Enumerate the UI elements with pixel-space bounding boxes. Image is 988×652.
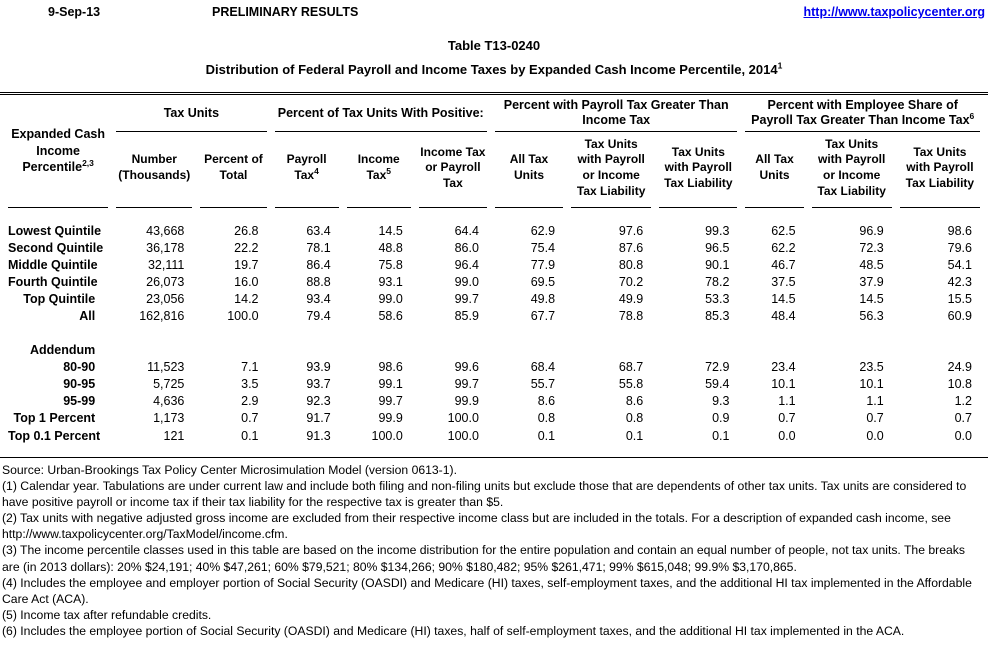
- distribution-table: [0, 95, 988, 457]
- cell-value: 92.3: [306, 394, 331, 408]
- table-row: [8, 376, 980, 393]
- cell-value: 49.8: [530, 292, 556, 306]
- cell-value: 0.7: [241, 411, 259, 425]
- cell-value: 162,816: [139, 309, 185, 323]
- row-label: Top 0.1 Percent: [8, 428, 101, 443]
- cell-value: [347, 342, 411, 359]
- table-title-footnote-marker: 1: [777, 60, 783, 71]
- row-label: 95-99: [63, 394, 96, 408]
- cell-value: 96.5: [705, 241, 730, 255]
- cell-value: 49.9: [618, 292, 644, 306]
- table-row: [8, 410, 980, 427]
- col-header-number-thousands: Number (Thousands): [116, 132, 192, 208]
- cell-value: 68.4: [530, 360, 556, 374]
- cell-value: 99.7: [454, 292, 479, 306]
- cell-value: 78.8: [618, 309, 644, 323]
- table-body: [8, 208, 980, 457]
- cell-value: 0.7: [778, 411, 796, 425]
- cell-value: 26,073: [146, 275, 185, 289]
- table-row: [8, 359, 980, 376]
- cell-value: 5,725: [153, 377, 185, 391]
- cell-value: 1.1: [866, 394, 884, 408]
- cell-value: 1,173: [153, 411, 185, 425]
- cell-value: 0.0: [954, 428, 972, 443]
- cell-value: 7.1: [241, 360, 259, 374]
- row-label: Top Quintile: [23, 292, 96, 306]
- col-header-all-tax-units-2: All Tax Units: [745, 132, 803, 208]
- cell-value: 23.4: [771, 360, 796, 374]
- cell-value: 91.7: [306, 411, 331, 425]
- table-title: [0, 62, 988, 77]
- cell-value: 93.7: [306, 377, 331, 391]
- table-row: [8, 274, 980, 291]
- cell-value: 97.6: [618, 224, 644, 238]
- cell-value: 99.3: [705, 224, 730, 238]
- cell-value: 58.6: [378, 309, 403, 323]
- cell-value: 91.3: [306, 428, 331, 443]
- row-label: All: [79, 309, 96, 323]
- footnote: (2) Tax units with negative adjusted gross income are excluded from their respective income class but are included in the totals. For a description of expanded cash income, see http://www.taxpolicycenter.org/TaxModel/income.cfm.: [2, 511, 951, 542]
- cell-value: 9.3: [712, 394, 730, 408]
- cell-value: 0.7: [866, 411, 884, 425]
- cell-value: 62.9: [530, 224, 556, 238]
- cell-value: 86.0: [454, 241, 479, 255]
- cell-value: 1.1: [778, 394, 796, 408]
- cell-value: 68.7: [618, 360, 644, 374]
- cell-value: [900, 342, 980, 359]
- cell-value: 4,636: [153, 394, 185, 408]
- cell-value: [571, 342, 651, 359]
- cell-value: 99.7: [454, 377, 479, 391]
- cell-value: 75.4: [530, 241, 556, 255]
- footnote: (1) Calendar year. Tabulations are under current law and include both filing and non-filing units but exclude those that are dependents of other tax units. Tax units are considered to have positive payroll or income tax if their tax liability for the respective tax is greater than $5.: [2, 479, 967, 510]
- cell-value: 64.4: [454, 224, 479, 238]
- row-label: Top 1 Percent: [13, 411, 96, 425]
- page-top-bar: [0, 0, 988, 22]
- cell-value: 0.7: [954, 411, 972, 425]
- cell-value: 19.7: [234, 258, 259, 272]
- cell-value: 99.0: [378, 292, 403, 306]
- footnote: (5) Income tax after refundable credits.: [2, 607, 212, 622]
- spacer-row: [8, 325, 980, 342]
- footnote: (4) Includes the employee and employer portion of Social Security (OASDI) and Medicare (HI) taxes, self-employment taxes, and the additional HI tax implemented in the Affordable Care Act (ACA).: [2, 575, 972, 606]
- col-header-units-payroll-liability-2: Tax Units with Payroll Tax Liability: [900, 132, 980, 208]
- footnote: (3) The income percentile classes used in this table are based on the income distribution for the entire population and contain an equal number of people, not tax units. The breaks are (in 2013 dollars): 20% $24,191; 40% $47,261; 60% $79,521; 80% $134,266; 90% $180,482; 95% $261,471; 99% $615,048; 99.9% $3,170,865.: [2, 543, 965, 574]
- cell-value: 56.3: [859, 309, 884, 323]
- cell-value: 2.9: [241, 394, 259, 408]
- cell-value: 87.6: [618, 241, 644, 255]
- col-header-payroll-tax: Payroll Tax$^4$: [275, 132, 339, 208]
- table-row: [8, 393, 980, 410]
- group-header-percent-positive: [275, 95, 487, 132]
- source-note: Source: Urban-Brookings Tax Policy Center Microsimulation Model (version 0613-1).: [2, 463, 457, 477]
- cell-value: 0.1: [625, 428, 644, 443]
- cell-value: 14.2: [234, 292, 259, 306]
- cell-value: 100.0: [447, 411, 479, 425]
- cell-value: 0.0: [866, 428, 884, 443]
- column-header-row: [8, 132, 980, 208]
- cell-value: [745, 342, 803, 359]
- cell-value: 0.8: [537, 411, 556, 425]
- cell-value: 96.9: [859, 224, 884, 238]
- table-number-title: Table T13-0240: [447, 38, 541, 53]
- cell-value: 90.1: [705, 258, 730, 272]
- cell-value: 72.3: [859, 241, 884, 255]
- group-header-row: [8, 95, 980, 132]
- cell-value: 99.1: [378, 377, 403, 391]
- cell-value: 93.1: [378, 275, 403, 289]
- group-title: Tax Units: [163, 105, 220, 120]
- cell-value: 10.1: [859, 377, 884, 391]
- cell-value: 100.0: [227, 309, 259, 323]
- cell-value: 48.4: [771, 309, 796, 323]
- cell-value: 42.3: [947, 275, 972, 289]
- group-title: Percent of Tax Units With Positive:: [277, 105, 484, 120]
- cell-value: 78.1: [306, 241, 331, 255]
- cell-value: 62.5: [771, 224, 796, 238]
- table-row: [8, 342, 980, 359]
- cell-value: 99.6: [454, 360, 479, 374]
- col-header-units-payroll-or-income-liability-1: Tax Units with Payroll or Income Tax Liability: [571, 132, 651, 208]
- cell-value: 59.4: [705, 377, 730, 391]
- stub-header: [8, 95, 108, 208]
- cell-value: 54.1: [947, 258, 972, 272]
- row-label: Lowest Quintile: [8, 224, 102, 238]
- cell-value: 14.5: [378, 224, 403, 238]
- cell-value: 121: [163, 428, 185, 443]
- cell-value: 36,178: [146, 241, 185, 255]
- cell-value: 11,523: [147, 360, 185, 374]
- taxpolicycenter-link[interactable]: http://www.taxpolicycenter.org: [803, 5, 985, 19]
- row-label: Fourth Quintile: [8, 275, 98, 289]
- cell-value: 8.6: [537, 394, 556, 408]
- cell-value: 88.8: [306, 275, 331, 289]
- cell-value: 37.9: [859, 275, 884, 289]
- cell-value: [812, 342, 892, 359]
- cell-value: 80.8: [618, 258, 644, 272]
- cell-value: 93.9: [306, 360, 331, 374]
- group-header-employee-share-greater: [745, 95, 980, 132]
- cell-value: 55.8: [618, 377, 644, 391]
- cell-value: [419, 342, 487, 359]
- cell-value: 14.5: [771, 292, 796, 306]
- cell-value: 3.5: [241, 377, 259, 391]
- cell-value: 100.0: [447, 428, 479, 443]
- row-label: 80-90: [63, 360, 96, 374]
- row-label: 90-95: [63, 377, 96, 391]
- group-title: Percent with Employee Share of Payroll Tax Greater Than Income Tax: [751, 98, 970, 127]
- group-footnote-marker: 6: [969, 110, 975, 121]
- group-header-tax-units: [116, 95, 266, 132]
- cell-value: 99.7: [378, 394, 403, 408]
- col-header-income-tax: Income Tax$^5$: [347, 132, 411, 208]
- table-row: [8, 257, 980, 274]
- cell-value: 1.2: [954, 394, 972, 408]
- group-header-payroll-greater: [495, 95, 738, 132]
- cell-value: [200, 342, 266, 359]
- preliminary-results-label: PRELIMINARY RESULTS: [212, 5, 359, 19]
- row-label: Middle Quintile: [8, 258, 98, 272]
- cell-value: 53.3: [705, 292, 730, 306]
- col-header-units-payroll-liability-1: Tax Units with Payroll Tax Liability: [659, 132, 737, 208]
- table-row: [8, 308, 980, 325]
- cell-value: 32,111: [147, 258, 185, 272]
- stub-header-text: Expanded Cash Income Percentile: [11, 126, 105, 175]
- cell-value: 16.0: [234, 275, 259, 289]
- cell-value: 99.9: [378, 411, 403, 425]
- cell-value: 24.9: [947, 360, 972, 374]
- cell-value: 78.2: [705, 275, 730, 289]
- cell-value: 22.2: [234, 241, 259, 255]
- footnote: (6) Includes the employee portion of Social Security (OASDI) and Medicare (HI) taxes, half of self-employment taxes, and the additional HI tax implemented in the ACA.: [2, 623, 905, 638]
- cell-value: 62.2: [771, 241, 796, 255]
- table-title-text: Distribution of Federal Payroll and Income Taxes by Expanded Cash Income Percentile, 2014: [205, 62, 778, 77]
- table-row: [8, 240, 980, 257]
- cell-value: 8.6: [625, 394, 644, 408]
- cell-value: 63.4: [306, 224, 331, 238]
- cell-value: 85.3: [705, 309, 730, 323]
- cell-value: 10.1: [771, 377, 796, 391]
- cell-value: 98.6: [378, 360, 403, 374]
- cell-value: 46.7: [771, 258, 796, 272]
- cell-value: 96.4: [454, 258, 479, 272]
- table-row: [8, 427, 980, 457]
- cell-value: 60.9: [947, 309, 972, 323]
- cell-value: 86.4: [306, 258, 331, 272]
- cell-value: 98.6: [947, 224, 972, 238]
- stub-header-footnote-marker: 2,3: [82, 158, 94, 169]
- cell-value: 75.8: [378, 258, 403, 272]
- cell-value: 23.5: [859, 360, 884, 374]
- table-row: [8, 291, 980, 308]
- row-label: Second Quintile: [8, 241, 104, 255]
- cell-value: 0.8: [625, 411, 644, 425]
- cell-value: 79.6: [947, 241, 972, 255]
- cell-value: 79.4: [306, 309, 331, 323]
- cell-value: 0.1: [241, 428, 259, 443]
- cell-value: 99.0: [454, 275, 479, 289]
- cell-value: 72.9: [705, 360, 730, 374]
- cell-value: 67.7: [530, 309, 556, 323]
- report-date: 9-Sep-13: [48, 5, 101, 19]
- table-row: [8, 208, 980, 240]
- cell-value: 70.2: [618, 275, 644, 289]
- cell-value: 0.1: [537, 428, 556, 443]
- cell-value: 48.5: [859, 258, 884, 272]
- cell-value: 0.9: [712, 411, 730, 425]
- cell-value: 43,668: [146, 224, 185, 238]
- col-header-percent-of-total: Percent of Total: [200, 132, 266, 208]
- cell-value: 48.8: [378, 241, 403, 255]
- cell-value: 85.9: [454, 309, 479, 323]
- col-header-income-or-payroll-tax: Income Tax or Payroll Tax: [419, 132, 487, 208]
- cell-value: [116, 342, 192, 359]
- col-header-all-tax-units-1: All Tax Units: [495, 132, 563, 208]
- cell-value: 37.5: [771, 275, 796, 289]
- cell-value: 100.0: [371, 428, 403, 443]
- cell-value: 93.4: [306, 292, 331, 306]
- col-header-units-payroll-or-income-liability-2: Tax Units with Payroll or Income Tax Liability: [812, 132, 892, 208]
- cell-value: 0.1: [712, 428, 730, 443]
- cell-value: 10.8: [947, 377, 972, 391]
- cell-value: 99.9: [454, 394, 479, 408]
- cell-value: 77.9: [530, 258, 556, 272]
- cell-value: 26.8: [234, 224, 259, 238]
- cell-value: 23,056: [146, 292, 185, 306]
- group-title: Percent with Payroll Tax Greater Than Income Tax: [503, 98, 729, 127]
- cell-value: 55.7: [530, 377, 556, 391]
- row-label: Addendum: [29, 343, 96, 357]
- footnotes: [0, 458, 988, 639]
- cell-value: [659, 342, 737, 359]
- cell-value: 14.5: [859, 292, 884, 306]
- cell-value: 15.5: [947, 292, 972, 306]
- cell-value: 0.0: [778, 428, 796, 443]
- cell-value: 69.5: [530, 275, 556, 289]
- cell-value: [495, 342, 563, 359]
- cell-value: [275, 342, 339, 359]
